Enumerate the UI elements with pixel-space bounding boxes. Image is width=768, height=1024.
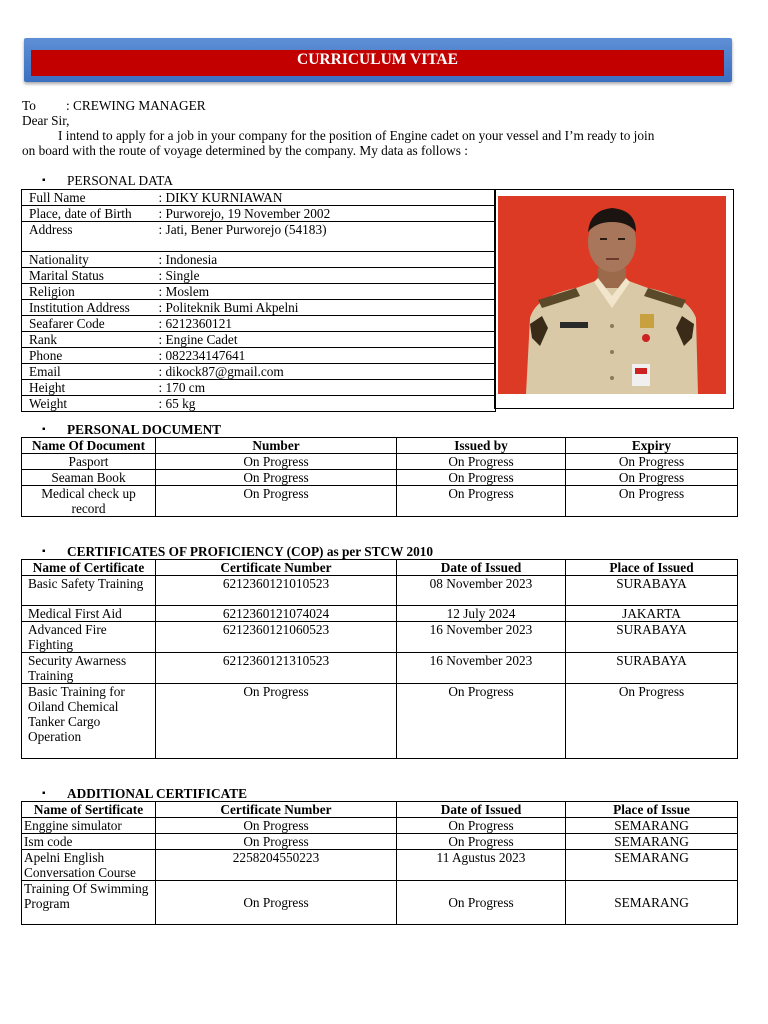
table-cell: 12 July 2024 — [397, 606, 566, 622]
field-label: Nationality — [22, 252, 157, 268]
personal-document-heading: ▪ PERSONAL DOCUMENT — [42, 422, 222, 437]
column-header: Place of Issued — [566, 560, 738, 576]
field-label: Rank — [22, 332, 157, 348]
field-label: Institution Address — [22, 300, 157, 316]
field-label: Phone — [22, 348, 157, 364]
table-cell: SURABAYA — [566, 576, 738, 606]
table-cell: SEMARANG — [566, 818, 738, 834]
column-header: Name of Sertificate — [22, 802, 156, 818]
field-value: : Indonesia — [157, 252, 496, 268]
personal-data-row — [22, 206, 496, 222]
table-cell: Basic Training for Oiland Chemical Tanker Cargo Operation — [22, 684, 156, 759]
table-row — [22, 470, 738, 486]
field-label: Email — [22, 364, 157, 380]
table-cell: On Progress — [397, 470, 566, 486]
table-cell: Ism code — [22, 834, 156, 850]
table-cell: On Progress — [397, 486, 566, 517]
column-header: Issued by — [397, 438, 566, 454]
table-cell: Advanced Fire Fighting — [22, 622, 156, 653]
table-cell: On Progress — [397, 834, 566, 850]
table-row — [22, 653, 738, 684]
table-cell: Pasport — [22, 454, 156, 470]
table-row — [22, 606, 738, 622]
field-value: : 170 cm — [157, 380, 496, 396]
column-header: Certificate Number — [156, 802, 397, 818]
field-label: Address — [22, 222, 157, 252]
table-cell: SEMARANG — [566, 850, 738, 881]
personal-data-row — [22, 348, 496, 364]
column-header: Date of Issued — [397, 802, 566, 818]
table-cell: On Progress — [397, 454, 566, 470]
table-cell: 6212360121010523 — [156, 576, 397, 606]
table-cell: Enggine simulator — [22, 818, 156, 834]
column-header: Expiry — [566, 438, 738, 454]
table-row — [22, 486, 738, 517]
column-header: Place of Issue — [566, 802, 738, 818]
intro-line-2: on board with the route of voyage determined by the company. My data as follows : — [22, 143, 468, 158]
table-cell: 08 November 2023 — [397, 576, 566, 606]
table-cell: 16 November 2023 — [397, 622, 566, 653]
table-cell: Apelni English Conversation Course — [22, 850, 156, 881]
field-value: : Engine Cadet — [157, 332, 496, 348]
field-value: : 6212360121 — [157, 316, 496, 332]
table-row — [22, 881, 738, 925]
table-row — [22, 850, 738, 881]
additional-certificate-heading: ▪ ADDITIONAL CERTIFICATE — [42, 786, 247, 801]
table-cell: Seaman Book — [22, 470, 156, 486]
table-cell: On Progress — [566, 454, 738, 470]
table-cell: Security Awarness Training — [22, 653, 156, 684]
field-value: : Politeknik Bumi Akpelni — [157, 300, 496, 316]
table-cell: Medical check up record — [22, 486, 156, 517]
table-row — [22, 622, 738, 653]
column-header: Date of Issued — [397, 560, 566, 576]
table-cell: On Progress — [566, 684, 738, 759]
table-cell: On Progress — [156, 834, 397, 850]
personal-data-table — [21, 189, 496, 412]
table-cell: On Progress — [156, 818, 397, 834]
table-cell: SURABAYA — [566, 622, 738, 653]
field-value: : Single — [157, 268, 496, 284]
greeting: Dear Sir, — [22, 113, 70, 128]
field-label: Place, date of Birth — [22, 206, 157, 222]
field-label: Religion — [22, 284, 157, 300]
bullet-icon: ▪ — [42, 175, 46, 186]
field-value: : 65 kg — [157, 396, 496, 412]
personal-data-row — [22, 332, 496, 348]
to-value: : CREWING MANAGER — [66, 98, 206, 113]
table-cell: On Progress — [397, 818, 566, 834]
table-cell: Medical First Aid — [22, 606, 156, 622]
personal-data-heading: ▪ PERSONAL DATA — [42, 173, 173, 188]
table-cell: On Progress — [566, 470, 738, 486]
table-cell: SEMARANG — [566, 881, 738, 925]
table-cell: On Progress — [156, 454, 397, 470]
table-cell: SURABAYA — [566, 653, 738, 684]
table-cell: On Progress — [566, 486, 738, 517]
table-cell: Training Of Swimming Program — [22, 881, 156, 925]
field-value: : Purworejo, 19 November 2002 — [157, 206, 496, 222]
table-cell: 6212360121060523 — [156, 622, 397, 653]
table-row — [22, 834, 738, 850]
column-header: Name of Certificate — [22, 560, 156, 576]
bullet-icon: ▪ — [42, 546, 46, 557]
personal-data-row — [22, 364, 496, 380]
table-cell: On Progress — [156, 470, 397, 486]
field-value: : 082234147641 — [157, 348, 496, 364]
table-row — [22, 576, 738, 606]
additional-certificate-table — [21, 801, 738, 925]
personal-data-row — [22, 396, 496, 412]
profile-photo — [498, 196, 726, 394]
field-value: : dikock87@gmail.com — [157, 364, 496, 380]
field-label: Seafarer Code — [22, 316, 157, 332]
intro-line-1: I intend to apply for a job in your company for the position of Engine cadet on your vessel and I’m ready to join — [58, 128, 655, 143]
cop-heading: ▪ CERTIFICATES OF PROFICIENCY (COP) as per STCW 2010 — [42, 544, 434, 559]
column-header: Name Of Document — [22, 438, 156, 454]
table-cell: 6212360121074024 — [156, 606, 397, 622]
field-value: : DIKY KURNIAWAN — [157, 190, 496, 206]
field-value: : Moslem — [157, 284, 496, 300]
table-row — [22, 684, 738, 759]
table-cell: On Progress — [397, 684, 566, 759]
table-cell: 11 Agustus 2023 — [397, 850, 566, 881]
personal-data-row — [22, 316, 496, 332]
personal-data-row — [22, 252, 496, 268]
cop-table — [21, 559, 738, 759]
table-cell: On Progress — [156, 881, 397, 925]
table-row — [22, 454, 738, 470]
personal-data-row — [22, 380, 496, 396]
personal-data-row — [22, 222, 496, 252]
personal-data-row — [22, 300, 496, 316]
table-cell: 16 November 2023 — [397, 653, 566, 684]
table-cell: 2258204550223 — [156, 850, 397, 881]
photo-frame — [494, 189, 734, 409]
field-label: Height — [22, 380, 157, 396]
field-label: Weight — [22, 396, 157, 412]
personal-data-row — [22, 190, 496, 206]
table-cell: 6212360121310523 — [156, 653, 397, 684]
column-header: Number — [156, 438, 397, 454]
table-cell: SEMARANG — [566, 834, 738, 850]
column-header: Certificate Number — [156, 560, 397, 576]
table-cell: On Progress — [397, 881, 566, 925]
table-cell: Basic Safety Training — [22, 576, 156, 606]
field-value: : Jati, Bener Purworejo (54183) — [157, 222, 496, 252]
field-label: Marital Status — [22, 268, 157, 284]
table-cell: On Progress — [156, 486, 397, 517]
bullet-icon: ▪ — [42, 788, 46, 799]
personal-data-row — [22, 284, 496, 300]
bullet-icon: ▪ — [42, 424, 46, 435]
table-cell: On Progress — [156, 684, 397, 759]
table-cell: JAKARTA — [566, 606, 738, 622]
field-label: Full Name — [22, 190, 157, 206]
to-label: To — [22, 98, 36, 113]
title-banner — [24, 38, 732, 82]
personal-data-row — [22, 268, 496, 284]
personal-document-table — [21, 437, 738, 517]
page-title: CURRICULUM VITAE — [31, 50, 724, 76]
table-row — [22, 818, 738, 834]
